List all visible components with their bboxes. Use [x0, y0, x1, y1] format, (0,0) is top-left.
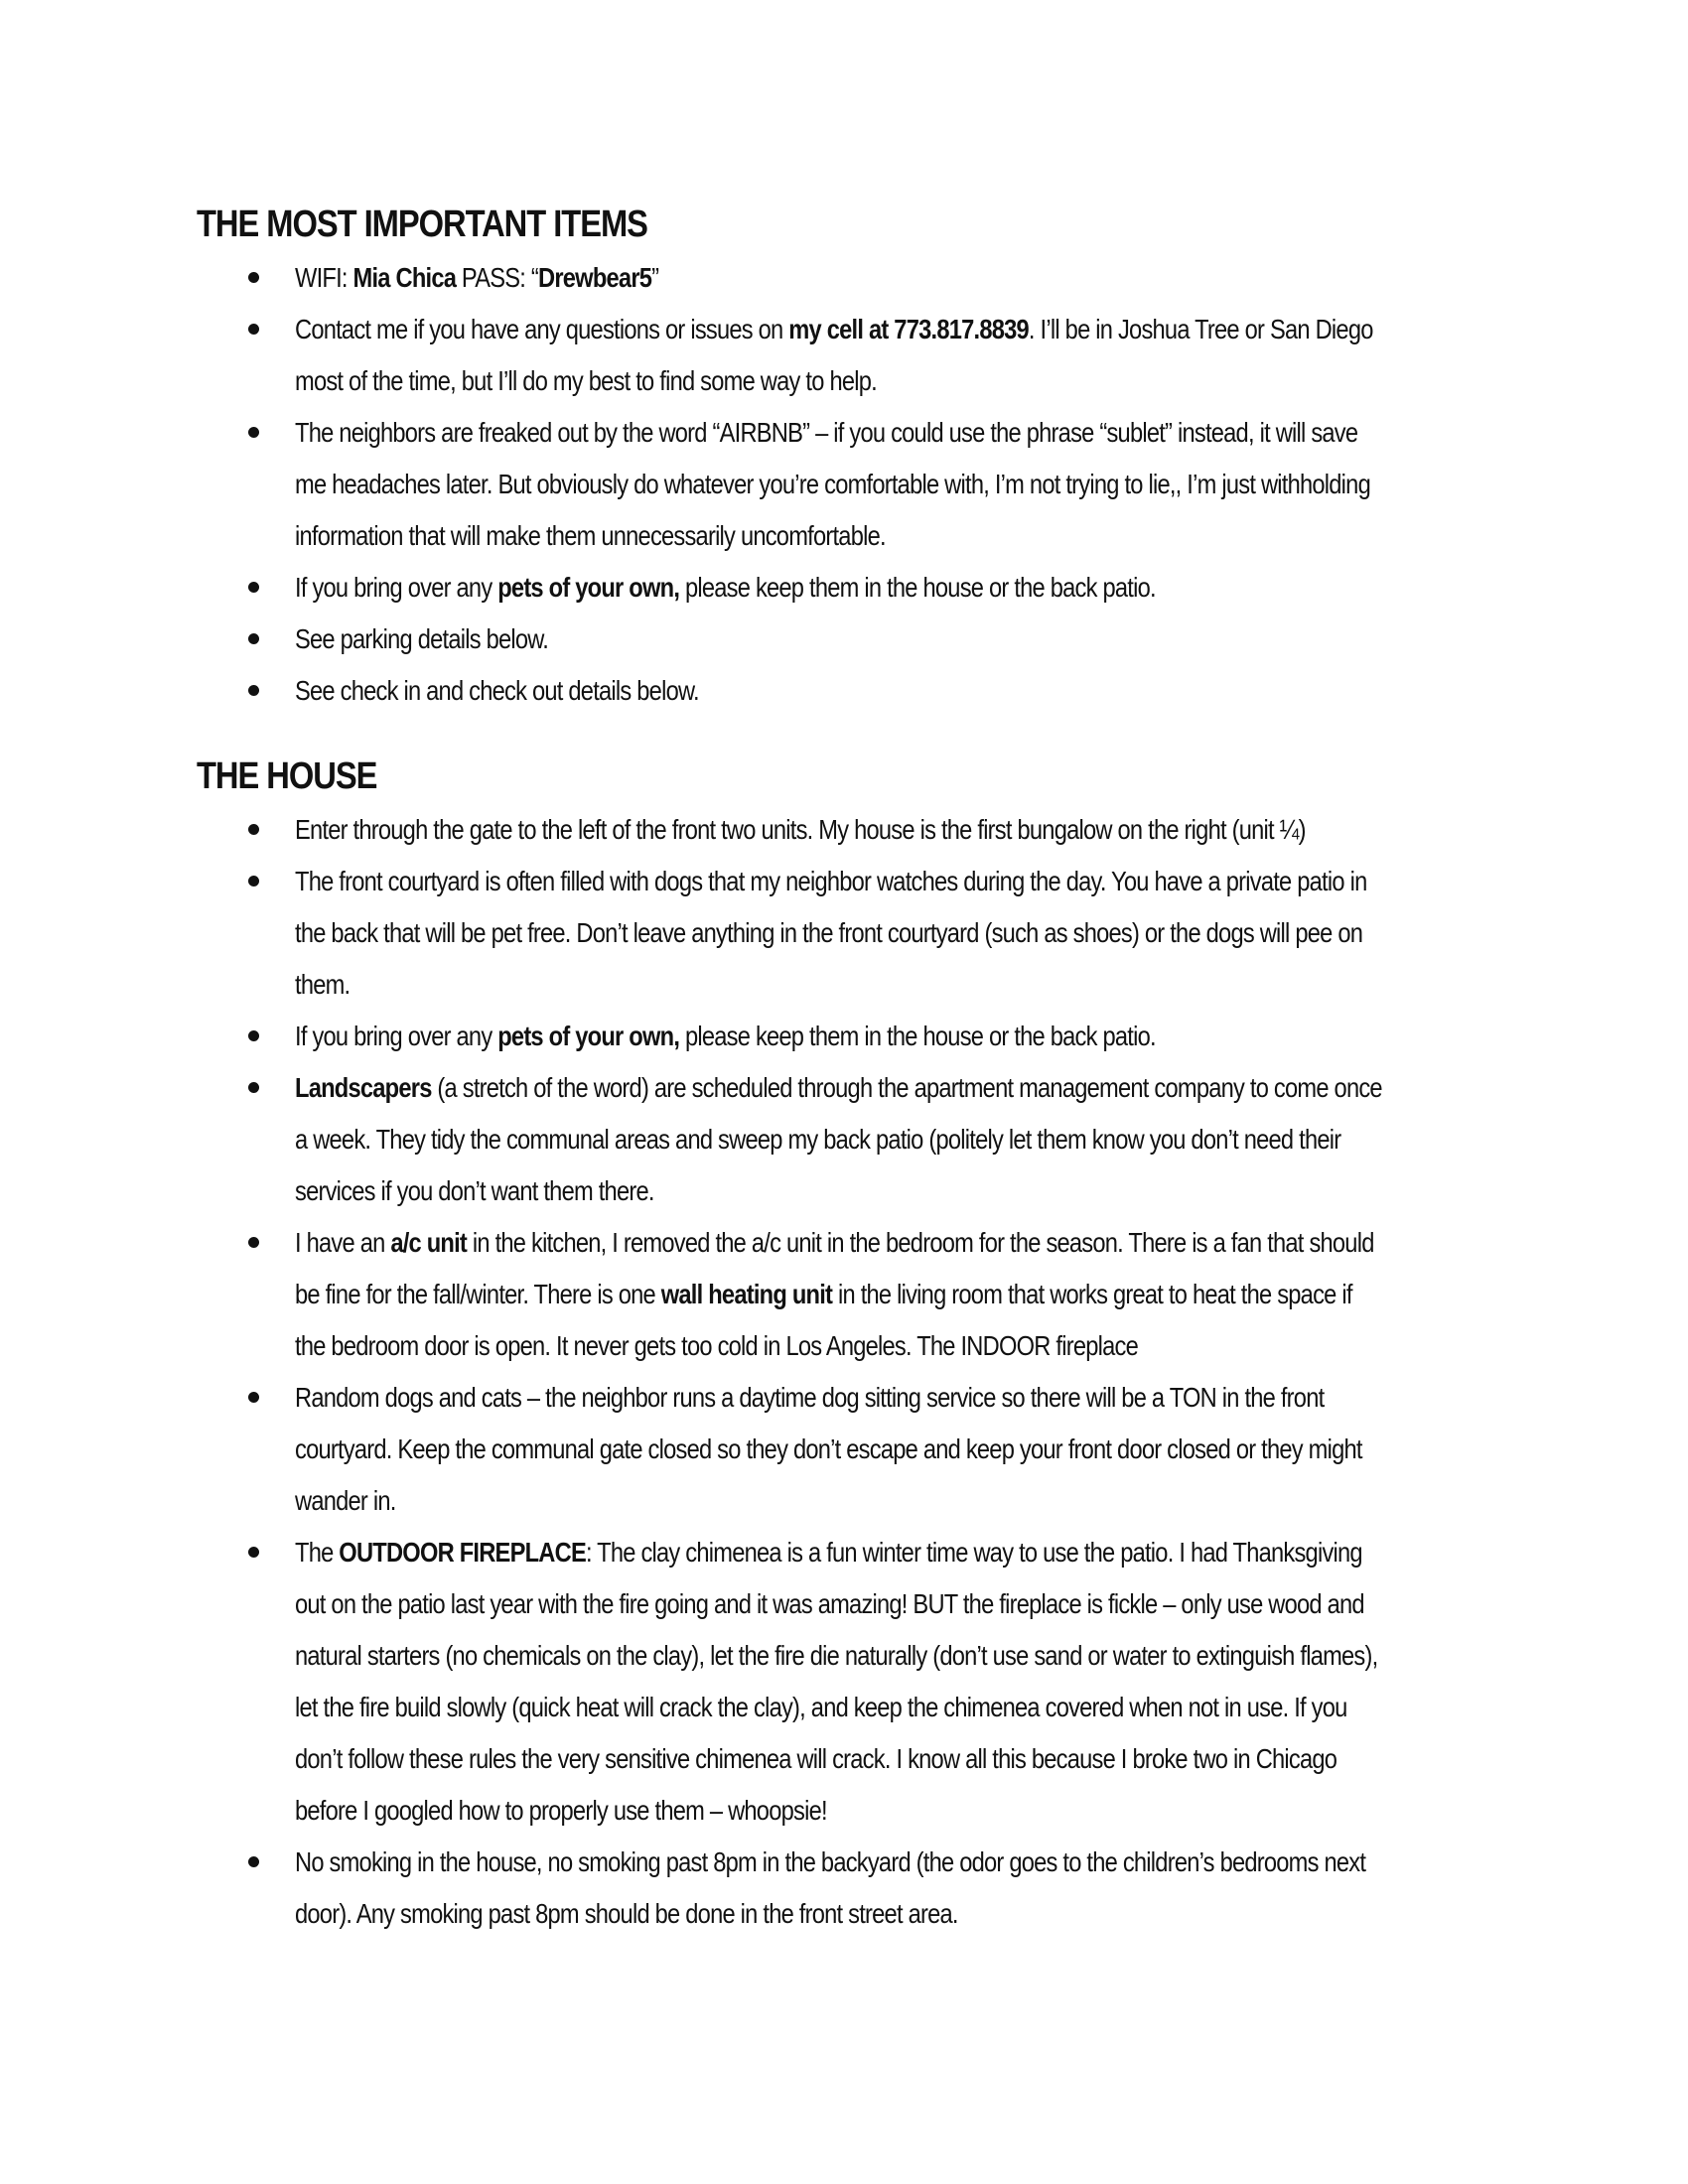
- list-item-text: [295, 665, 1386, 717]
- bullet-dot-icon: [248, 1082, 259, 1093]
- text-run: Random dogs and cats – the neighbor runs a daytime dog sitting service so there will be a TON in the front courtyard. Keep the communal gate closed so they don’t escape and keep your front door closed or they might wander in.: [295, 1382, 1362, 1516]
- bullet-dot-icon: [248, 633, 259, 644]
- list-item-text: [295, 1837, 1386, 1940]
- text-run: The: [295, 1537, 340, 1568]
- bullet-dot-icon: [248, 324, 259, 335]
- bullet-dot-icon: [248, 685, 259, 696]
- text-run: in the living room that works great to heat the space if the bedroom door is open. It never gets too cold in Los Angeles. The INDOOR fireplace: [295, 1279, 1352, 1361]
- list-item: [197, 1217, 1499, 1372]
- bullet-dot-icon: [248, 1030, 259, 1041]
- list-item-text: [295, 252, 1386, 304]
- list-item-text: [295, 407, 1386, 562]
- bold-text-run: Mia Chica: [352, 262, 457, 293]
- bullet-dot-icon: [248, 1856, 259, 1867]
- bold-text-run: pets of your own,: [497, 572, 680, 603]
- section-heading: THE HOUSE: [197, 755, 377, 797]
- section-the-house: [197, 752, 1499, 1940]
- text-run: please keep them in the house or the back patio.: [679, 572, 1156, 603]
- text-run: Contact me if you have any questions or issues on: [295, 314, 789, 344]
- list-item-text: [295, 614, 1386, 665]
- bold-text-run: a/c unit: [390, 1227, 468, 1258]
- list-item: [197, 1527, 1499, 1837]
- list-item-text: [295, 804, 1386, 856]
- bullet-list: [197, 252, 1499, 717]
- section-most-important-items: [197, 201, 1499, 717]
- bold-text-run: my cell at 773.817.8839: [788, 314, 1029, 344]
- bold-text-run: OUTDOOR FIREPLACE: [339, 1537, 586, 1568]
- bold-text-run: pets of your own,: [497, 1021, 680, 1051]
- bold-text-run: Drewbear5: [538, 262, 652, 293]
- bullet-dot-icon: [248, 876, 259, 887]
- list-item: [197, 562, 1499, 614]
- bullet-dot-icon: [248, 1547, 259, 1558]
- list-item-text: [295, 1217, 1386, 1372]
- list-item-text: [295, 1062, 1386, 1217]
- text-run: please keep them in the house or the back patio.: [679, 1021, 1156, 1051]
- bullet-dot-icon: [248, 824, 259, 835]
- text-run: ”: [651, 262, 659, 293]
- list-item: [197, 804, 1499, 856]
- text-run: PASS: “: [456, 262, 539, 293]
- bold-text-run: Landscapers: [295, 1072, 432, 1103]
- text-run: in the kitchen, I removed the a/c unit in the bedroom for the season. There is a fan that should be fine for the fall/winter. There is one: [295, 1227, 1374, 1309]
- text-run: No smoking in the house, no smoking past 8pm in the backyard (the odor goes to the children’s bedrooms next door). Any smoking past 8pm should be done in the front street area.: [295, 1846, 1366, 1929]
- list-item-text: [295, 1527, 1386, 1837]
- bullet-dot-icon: [248, 582, 259, 593]
- text-run: See check in and check out details below.: [295, 675, 699, 706]
- list-item-text: [295, 1011, 1386, 1062]
- bullet-dot-icon: [248, 427, 259, 438]
- bullet-dot-icon: [248, 1237, 259, 1248]
- text-run: . I’ll be in Joshua Tree or San Diego most of the time, but I’ll do my best to find some way to help.: [295, 314, 1373, 396]
- text-run: I have an: [295, 1227, 391, 1258]
- text-run: If you bring over any: [295, 1021, 498, 1051]
- section-heading: THE MOST IMPORTANT ITEMS: [197, 204, 647, 245]
- list-item: [197, 304, 1499, 407]
- text-run: : The clay chimenea is a fun winter time way to use the patio. I had Thanksgiving out on the patio last year with the fire going and it was amazing! BUT the fireplace is fickle – only use wood and natural starters (no chemicals on the clay), let the fire die naturally (don’t use sand or water to extinguish flames), let the fire build slowly (quick heat will crack the clay), and keep the chimenea covered when not in use. If you don’t follow these rules the very sensitive chimenea will crack. I know all this because I broke two in Chicago before I googled how to properly use them – whoopsie!: [295, 1537, 1378, 1826]
- bullet-list: [197, 804, 1499, 1940]
- list-item-text: [295, 856, 1386, 1011]
- list-item: [197, 856, 1499, 1011]
- bold-text-run: wall heating unit: [660, 1279, 833, 1309]
- list-item: [197, 1011, 1499, 1062]
- text-run: The neighbors are freaked out by the word “AIRBNB” – if you could use the phrase “sublet” instead, it will save me headaches later. But obviously do whatever you’re comfortable with, I’m not trying to lie,, I’m just withholding information that will make them unnecessarily uncomfortable.: [295, 417, 1370, 551]
- text-run: (a stretch of the word) are scheduled through the apartment management company to come once a week. They tidy the communal areas and sweep my back patio (politely let them know you don’t need their services if you don’t want them there.: [295, 1072, 1382, 1206]
- list-item: [197, 614, 1499, 665]
- list-item: [197, 665, 1499, 717]
- text-run: WIFI:: [295, 262, 353, 293]
- text-run: See parking details below.: [295, 623, 549, 654]
- text-run: The front courtyard is often filled with dogs that my neighbor watches during the day. You have a private patio in the back that will be pet free. Don’t leave anything in the front courtyard (such as shoes) or the dogs will pee on them.: [295, 866, 1367, 1000]
- bullet-dot-icon: [248, 272, 259, 283]
- list-item: [197, 252, 1499, 304]
- text-run: If you bring over any: [295, 572, 498, 603]
- list-item: [197, 407, 1499, 562]
- list-item: [197, 1062, 1499, 1217]
- list-item-text: [295, 562, 1386, 614]
- list-item-text: [295, 304, 1386, 407]
- list-item-text: [295, 1372, 1386, 1527]
- text-run: Enter through the gate to the left of the front two units. My house is the first bungalow on the right (unit ¼): [295, 814, 1306, 845]
- bullet-dot-icon: [248, 1392, 259, 1403]
- list-item: [197, 1372, 1499, 1527]
- list-item: [197, 1837, 1499, 1940]
